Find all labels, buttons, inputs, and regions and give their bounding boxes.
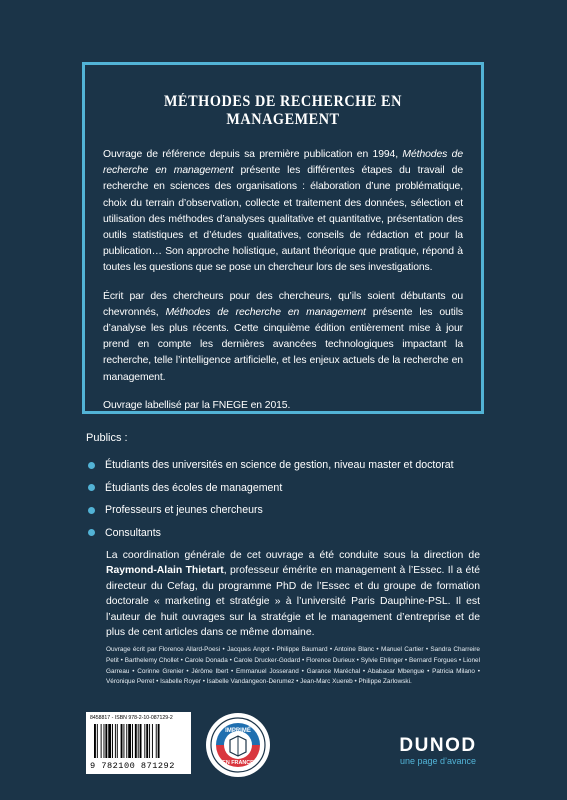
p1-book-title: Méthodes de recherche en management [103, 149, 463, 177]
isbn-caption: 8458817 - ISBN 978-2-10-087129-2 [90, 715, 173, 721]
authors-list: Ouvrage écrit par Florence Allard-Poesi • Jacques Angot • Philippe Baumard • Antoine Blanc • Manuel Cartier • Sandra Charreire Petit • Barthelemy Chollet • Carole Donada • Carole Drucker-Godard • Florence Durieux • Sylvie Ehlinger • Bernard Forgues • Lionel Garreau • Corinne Grenier • Jérôme Ibert • Emmanuel Josserand • Garance Maréchal • Ababacar Mbengue • Patricia Milano • Véronique Perret • Isabelle Royer • Isabelle Vandangeon-Derumez • Jean-Marc Xuereb • Philippe Zarlowski. [106, 646, 480, 686]
coordinator-name: Raymond-Alain Thietart [106, 565, 224, 577]
isbn-barcode [86, 712, 191, 774]
coord-text-start: La coordination générale de cet ouvrage a été conduite sous la direction de [106, 550, 480, 561]
book-title: MÉTHODES DE RECHERCHE EN MANAGEMENT [164, 93, 402, 128]
bullet-icon [88, 529, 95, 536]
barcode-digits: 9 782100 871292 [90, 761, 175, 771]
audience-item-label: Étudiants des écoles de management [105, 481, 283, 494]
seal-top-text: IMPRIMÉ [225, 728, 251, 734]
audience-item [84, 477, 484, 500]
audience-item [84, 454, 484, 477]
bullet-icon [88, 462, 95, 469]
publisher-name: DUNOD [399, 735, 477, 756]
p1-text-end: présente les différentes étapes du travail de recherche en sciences des organisations : élaboration d’une problématique, choix du terrain d’observation, collecte et traitement des données, sélection et utilisation des méthodes d’analyses qualitative et quantitative, présentation des outils statistiques et d’études qualitatives, conseils de rédaction et pour la publication… Son approche holistique, autant théorique que pratique, répond à toutes les questions que se pose un chercheur lors de ses investigations. [103, 165, 464, 274]
audience-item-label: Professeurs et jeunes chercheurs [105, 504, 263, 517]
audience-section [84, 432, 484, 544]
coord-text-end: , professeur émérite en management à l’Essec. Il a été directeur du Cefag, du programme PhD de l’Essec et du groupe de formation doctorale « marketing et stratégie » à l’université Paris Dauphine-PSL. Il est l’auteur de huit ouvrages sur la stratégie et le management d’entreprise et de plus de cent articles dans ce même domaine. [106, 565, 480, 639]
audience-item-label: Étudiants des universités en science de gestion, niveau master et doctorat [105, 459, 454, 472]
p2-text-end: présente les outils d’analyse les plus récents. Cette cinquième édition entièrement mise à jour prend en compte les dernières avancées technologiques impactant la recherche, telle l’intelligence artificielle, et les enjeux actuels de la recherche en management. [103, 306, 463, 383]
summary-paragraph-2 [103, 289, 463, 386]
p1-text-start: Ouvrage de référence depuis sa première publication en 1994, [103, 149, 403, 160]
imprime-en-france-seal [205, 712, 271, 778]
publisher-tagline: une page d’avance [399, 756, 477, 766]
summary-paragraph-1 [103, 147, 463, 277]
bullet-icon [88, 484, 95, 491]
p2-text-start: Écrit par des chercheurs pour des chercheurs, qu’ils soient débutants ou chevronnés, [103, 290, 463, 318]
summary-frame [82, 62, 484, 414]
audience-item [84, 499, 484, 522]
audience-item [84, 522, 484, 545]
publisher-logo [388, 735, 488, 766]
audience-item-label: Consultants [105, 526, 161, 539]
fnege-label: Ouvrage labellisé par la FNEGE en 2015. [103, 399, 291, 411]
bullet-icon [88, 507, 95, 514]
audience-list [84, 454, 484, 544]
p2-book-title: Méthodes de recherche en management [165, 306, 366, 318]
seal-bottom-text: EN FRANCE [222, 760, 254, 766]
audience-title: Publics : [86, 432, 128, 444]
coordinator-bio [106, 548, 480, 640]
barcode-icon [94, 724, 184, 758]
